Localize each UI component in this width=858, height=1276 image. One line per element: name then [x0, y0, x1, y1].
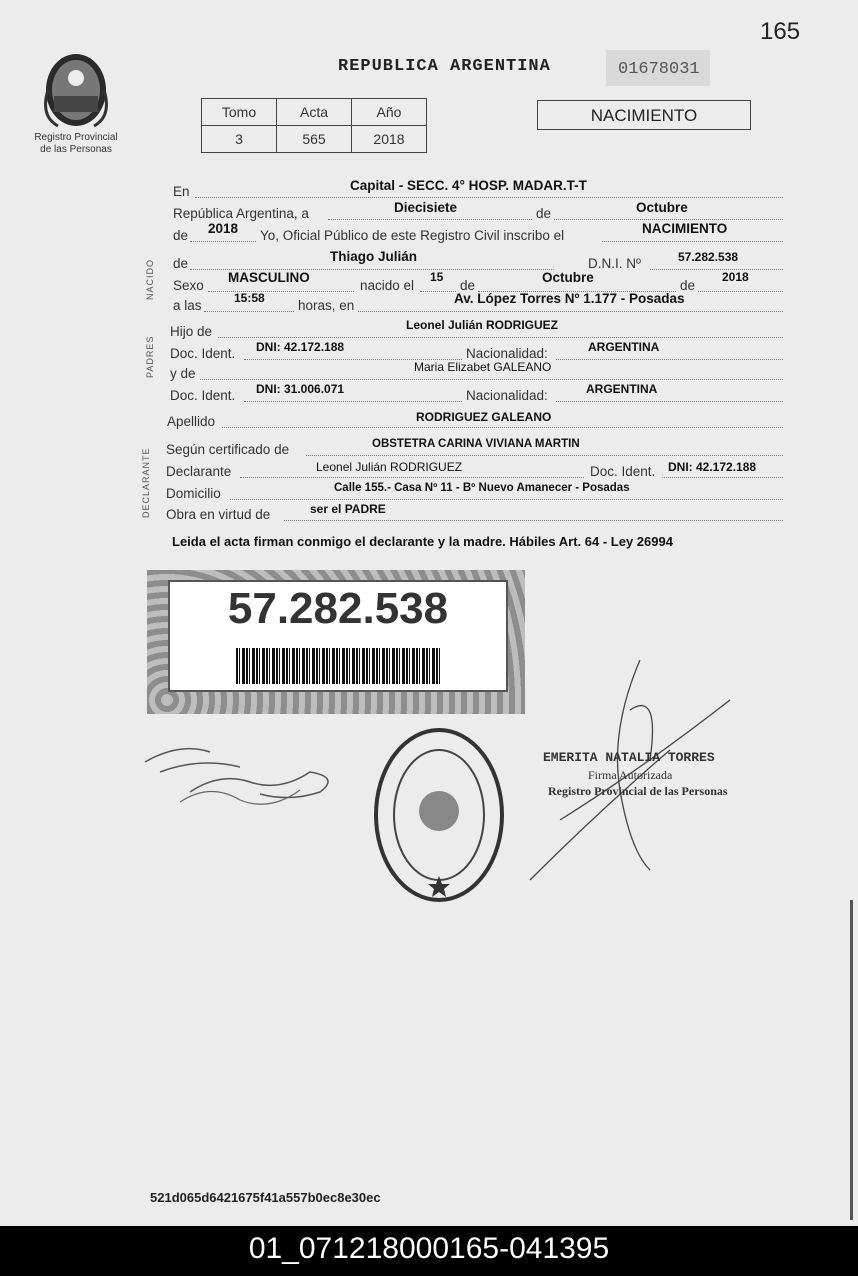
label-de-name: de — [173, 256, 189, 271]
label-de: de — [536, 206, 552, 221]
value-tomo: 3 — [202, 126, 277, 153]
label-republica: República Argentina, a — [173, 206, 309, 221]
label-doc-ident-1: Doc. Ident. — [170, 346, 236, 361]
value-name: Thiago Julián — [330, 249, 418, 264]
page-number: 165 — [760, 18, 801, 45]
value-birth-year: 2018 — [722, 270, 749, 284]
id-label-number: 57.282.538 — [227, 584, 449, 633]
section-nacido: NACIDO — [145, 258, 155, 300]
header-tomo: Tomo — [202, 99, 277, 126]
value-time: 15:58 — [234, 291, 265, 305]
value-year: 2018 — [208, 221, 239, 236]
label-declarante: Declarante — [166, 464, 232, 479]
value-acta: 565 — [277, 126, 352, 153]
label-yo: Yo, Oficial Público de este Registro Civil inscribo el — [260, 228, 565, 243]
label-de2: de — [173, 228, 189, 243]
value-declarant-doc: DNI: 42.172.188 — [668, 460, 757, 474]
value-mother-doc: DNI: 31.006.071 — [256, 382, 345, 396]
section-declarante: DECLARANTE — [141, 447, 151, 518]
value-father: Leonel Julián RODRIGUEZ — [406, 318, 559, 332]
value-record-type: NACIMIENTO — [642, 221, 728, 236]
closing-statement: Leida el acta firman conmigo el declarante y la madre. Hábiles Art. 64 - Ley 26994 — [172, 534, 673, 549]
value-birth-month: Octubre — [542, 270, 594, 285]
label-y-de: y de — [170, 366, 196, 381]
label-doc-ident-2: Doc. Ident. — [170, 388, 236, 403]
barcode-icon — [236, 648, 442, 684]
declarant-signature-icon — [140, 732, 350, 822]
label-de-month: de — [460, 278, 476, 293]
label-horas-en: horas, en — [298, 298, 355, 313]
label-nacido-el: nacido el — [360, 278, 415, 293]
label-dni: D.N.I. Nº — [588, 256, 641, 271]
page-edge — [850, 900, 853, 1220]
header-acta: Acta — [277, 99, 352, 126]
value-sex: MASCULINO — [228, 270, 310, 285]
volume-table-values — [202, 126, 427, 153]
crest-caption-line2: de las Personas — [40, 144, 112, 155]
country-title: REPUBLICA ARGENTINA — [338, 57, 551, 76]
official-name: EMERITA NATALIA TORRES — [543, 750, 715, 765]
label-domicilio: Domicilio — [166, 486, 221, 501]
header-anio: Año — [352, 99, 427, 126]
label-nacionalidad-1: Nacionalidad: — [466, 346, 548, 361]
value-month: Octubre — [636, 200, 688, 215]
value-surname: RODRIGUEZ GALEANO — [416, 410, 552, 424]
value-place: Capital - SECC. 4° HOSP. MADAR.T-T — [350, 178, 587, 193]
value-anio: 2018 — [352, 126, 427, 153]
official-title: Firma Autorizada — [588, 768, 673, 782]
value-certificate-by: OBSTETRA CARINA VIVIANA MARTIN — [372, 438, 580, 450]
label-segun-certificado: Según certificado de — [166, 442, 290, 457]
value-father-nationality: ARGENTINA — [588, 340, 660, 354]
label-nacionalidad-2: Nacionalidad: — [466, 388, 548, 403]
value-dni: 57.282.538 — [678, 250, 739, 264]
document-type-box: NACIMIENTO — [537, 100, 751, 130]
label-obra-en-virtud: Obra en virtud de — [166, 507, 271, 522]
value-birth-place: Av. López Torres Nº 1.177 - Posadas — [454, 291, 685, 306]
value-declarant: Leonel Julián RODRIGUEZ — [316, 460, 463, 474]
label-de-year: de — [680, 278, 696, 293]
value-father-doc: DNI: 42.172.188 — [256, 340, 345, 354]
registry-seal-stamp-icon — [372, 726, 506, 904]
volume-table-header — [202, 99, 427, 126]
province-crest-emblem — [38, 46, 114, 130]
volume-table — [201, 98, 427, 153]
value-address: Calle 155.- Casa Nº 11 - Bº Nuevo Amanecer - Posadas — [334, 482, 630, 494]
section-padres: PADRES — [145, 335, 155, 378]
value-day: Diecisiete — [394, 200, 458, 215]
label-doc-ident-3: Doc. Ident. — [590, 464, 656, 479]
crest-caption — [20, 132, 132, 156]
crest-caption-line1: Registro Provincial — [34, 132, 118, 143]
footer-code: 01_071218000165-041395 — [0, 1226, 858, 1276]
official-organization: Registro Provincial de las Personas — [548, 784, 728, 798]
value-by-virtue-of: ser el PADRE — [310, 502, 386, 516]
serial-number: 01678031 — [606, 50, 710, 86]
label-en: En — [173, 184, 190, 199]
value-mother-nationality: ARGENTINA — [586, 382, 658, 396]
document-hash: 521d065d6421675f41a557b0ec8e30ec — [150, 1190, 381, 1205]
value-mother: Maria Elizabet GALEANO — [414, 360, 552, 374]
label-a-las: a las — [173, 298, 202, 313]
label-hijo-de: Hijo de — [170, 324, 213, 339]
label-sexo: Sexo — [173, 278, 204, 293]
value-birth-day: 15 — [430, 270, 444, 284]
label-apellido: Apellido — [167, 414, 216, 429]
